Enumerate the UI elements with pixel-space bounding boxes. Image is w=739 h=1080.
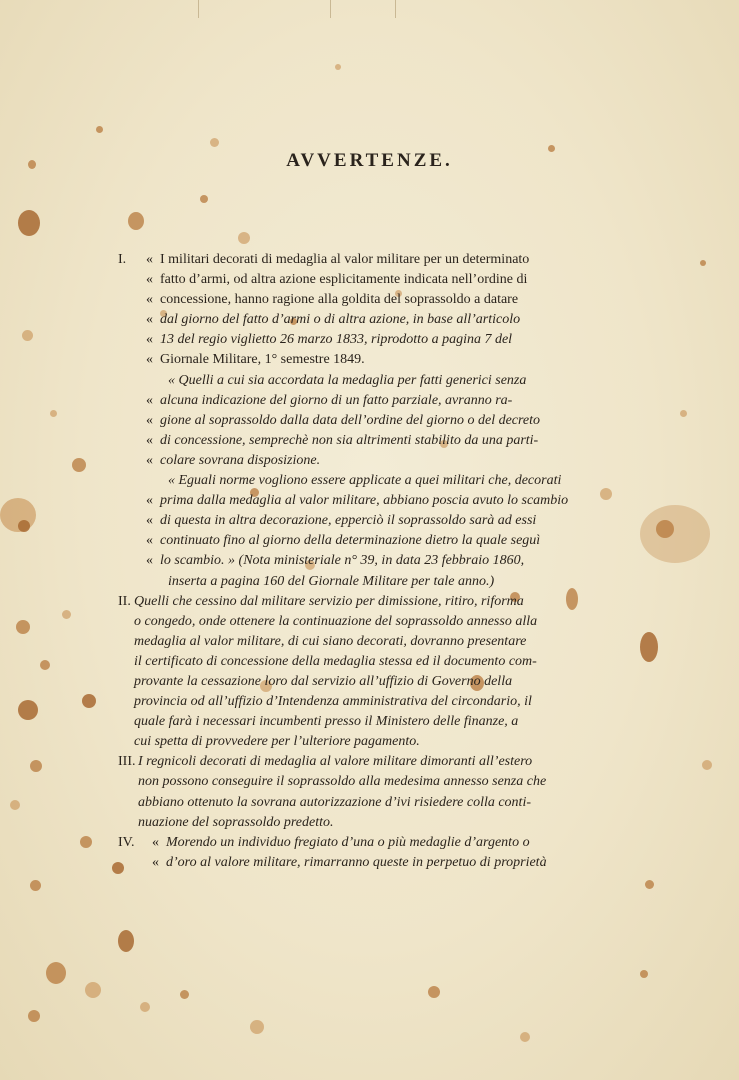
paper-fold-mark xyxy=(198,0,199,18)
text-line: « Quelli a cui sia accordata la medaglia per fatti generici senza xyxy=(168,372,527,388)
text-line: provincia od all’uffizio d’Intendenza amministrativa del circondario, il xyxy=(134,694,532,710)
text-line: inserta a pagina 160 del Giornale Militare per tale anno.) xyxy=(168,573,495,589)
section-number: III. xyxy=(118,754,136,770)
text-line: lo scambio. » (Nota ministeriale n° 39, in data 23 febbraio 1860, xyxy=(160,553,525,569)
text-line: nuazione del soprassoldo predetto. xyxy=(138,814,334,830)
section-number: IV. xyxy=(118,834,135,850)
text-line: non possono conseguire il soprassoldo alla medesima annesso senza che xyxy=(138,774,547,790)
text-line: Morendo un individuo fregiato d’una o più medaglie d’argento o xyxy=(166,834,530,850)
text-line: prima dalla medaglia al valor militare, abbiano poscia avuto lo scambio xyxy=(160,493,569,509)
text-line: di concessione, semprechè non sia altrimenti stabilito da una parti- xyxy=(160,432,539,448)
text-line: Giornale Militare, 1° semestre 1849. xyxy=(160,352,365,368)
text-line: d’oro al valore militare, rimarranno queste in perpetuo di proprietà xyxy=(166,854,547,870)
text-line: I regnicoli decorati di medaglia al valore militare dimoranti all’estero xyxy=(138,754,533,770)
document-body xyxy=(118,250,606,873)
text-line: gione al soprassoldo dalla data dell’ordine del giorno o del decreto xyxy=(160,412,541,428)
paper-fold-mark xyxy=(330,0,331,18)
text-line: medaglia al valor militare, di cui siano decorati, dovranno presentare xyxy=(134,633,527,649)
section-iv: IV. « Morendo un individuo fregiato d’una o più medaglie d’argento o « d’oro al valore militare, rimarranno queste in perpetuo di proprietà xyxy=(118,833,606,873)
section-i: I. « I militari decorati di medaglia al valor militare per un determinato « fatto d’armi, od altra azione esplicitamente indicata nell’ordine di « concessione, hanno ragione alla goldita del soprassoldo a datare « dal giorno del fatto d’armi o di altra azione, in base all’articolo « 13 del regio viglietto 26 marzo 1833, riprodotto a pagina 7 del « Giornale Militare, 1° semestre 1849. « Quelli a cui sia accordata la medaglia per fatti generici senza « alcuna indicazione del giorno di un fatto parziale, avranno ra- « gione al soprassoldo dalla data dell’ordine del giorno o del decreto « di concessione, semprechè non sia altrimenti stabilito da una parti- « colare sovrana disposizione. « Eguali norme vogliono essere applicate a quei militari che, decorati « prima dalla medaglia al valor militare, abbiano poscia avuto lo scambio « di questa in altra decorazione, epperciò il soprassoldo sarà ad essi « continuato fino al giorno della determinazione dietro la quale seguì « lo scambio. » (Nota ministeriale n° 39, in data 23 febbraio 1860, inserta a pagina 160 del Giornale Militare per tale anno.) xyxy=(118,250,606,592)
paper-fold-mark xyxy=(395,0,396,18)
text-line: dal giorno del fatto d’armi o di altra azione, in base all’articolo xyxy=(160,312,521,328)
section-number: I. xyxy=(118,252,127,267)
text-line: provante la cessazione loro dal servizio all’uffizio di Governo della xyxy=(134,673,513,689)
text-line: quale farà i necessari incumbenti presso il Ministero delle finanze, a xyxy=(134,714,519,730)
section-ii xyxy=(118,592,606,753)
text-line: alcuna indicazione del giorno di un fatto parziale, avranno ra- xyxy=(160,392,513,408)
text-line: concessione, hanno ragione alla goldita del soprassoldo a datare xyxy=(160,292,519,308)
text-line: « Eguali norme vogliono essere applicate a quei militari che, decorati xyxy=(168,473,562,489)
text-line: cui spetta di provvedere per l’ulteriore pagamento. xyxy=(134,734,420,750)
text-line: 13 del regio viglietto 26 marzo 1833, riprodotto a pagina 7 del xyxy=(160,332,513,348)
text-line: I militari decorati di medaglia al valor militare per un determinato xyxy=(160,252,530,267)
text-line: fatto d’armi, od altra azione esplicitamente indicata nell’ordine di xyxy=(160,272,528,288)
text-line: il certificato di concessione della medaglia stessa ed il documento com- xyxy=(134,653,537,669)
section-iii xyxy=(118,752,606,832)
text-line: Quelli che cessino dal militare servizio per dimissione, ritiro, riforma xyxy=(134,593,524,609)
text-line: di questa in altra decorazione, epperciò il soprassoldo sarà ad essi xyxy=(160,513,537,529)
text-line: o congedo, onde ottenere la continuazione del soprassoldo annesso alla xyxy=(134,613,538,629)
document-title: AVVERTENZE. xyxy=(286,150,453,171)
text-line: abbiano ottenuto la sovrana autorizzazione d’ivi risiedere colla conti- xyxy=(138,794,531,810)
text-line: colare sovrana disposizione. xyxy=(160,452,321,468)
text-line: continuato fino al giorno della determinazione dietro la quale seguì xyxy=(160,533,541,549)
section-number: II. xyxy=(118,593,131,609)
